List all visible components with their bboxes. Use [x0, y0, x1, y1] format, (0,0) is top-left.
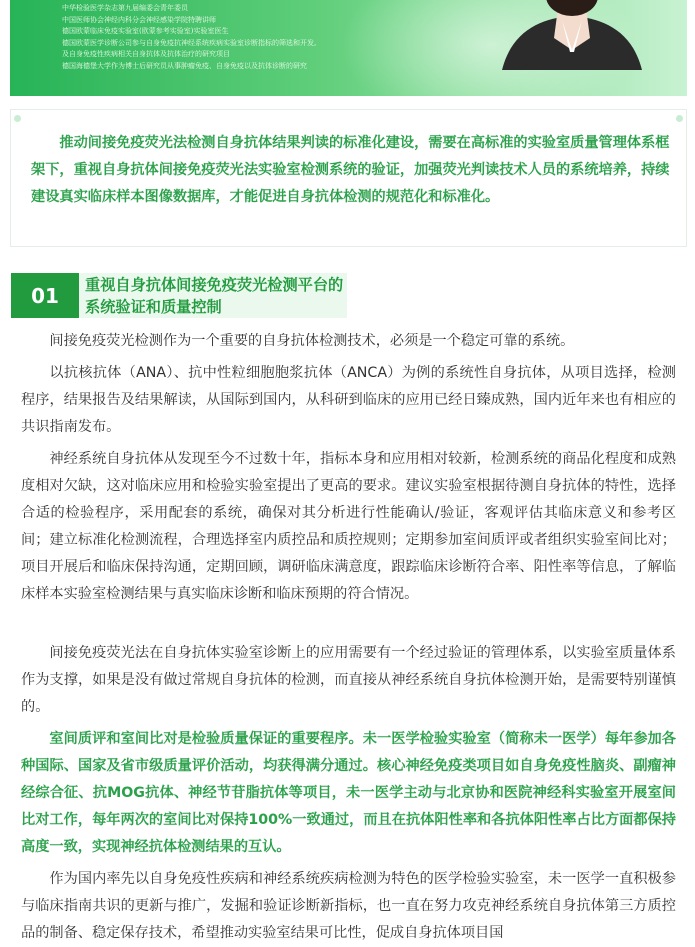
paragraph: 间接免疫荧光检测作为一个重要的自身抗体检测技术，必须是一个稳定可靠的系统。: [49, 333, 575, 349]
credential-line: 德国海德堡大学作为博士后研究员从事肿瘤免疫、自身免疫以及抗体诊断的研究: [62, 61, 307, 70]
credential-line: 及自身免疫性疾病相关自身抗体及抗体治疗的研究项目: [62, 50, 230, 59]
credential-line: 德国欧蒙医学诊断公司参与自身免疫抗神经系统疾病实验室诊断指标的筛选和开发,: [62, 38, 317, 47]
speaker-portrait: [462, 0, 682, 70]
highlighted-paragraph: 室间质评和室间比对是检验质量保证的重要程序。未一医学检验实验室（简称未一医学）每年参加各种国际、国家及省市级质量评价活动，均获得满分通过。核心神经免疫类项目如自身免疫性脑炎、副瘤神经综合征、抗MOG抗体、神经节苷脂抗体等项目，未一医学主动与北京协和医院神经科实验室开展室间比对工作，每年两次的室间比对保持100%一致通过，而且在抗体阳性率和各抗体阳性率占比方面都保持高度一致，实现神经抗体检测结果的互认。: [21, 731, 676, 855]
speaker-credentials: [62, 3, 422, 73]
key-quote-text: 推动间接免疫荧光法检测自身抗体结果判读的标准化建设，需要在高标准的实验室质量管理体系框架下，重视自身抗体间接免疫荧光法实验室检测系统的验证，加强荧光判读技术人员的系统培养，持续建设真实临床样本图像数据库，才能促进自身抗体检测的规范化和标准化。: [31, 135, 670, 205]
credential-line: 中国医师协会神经内科分会神经感染学院特聘讲师: [62, 15, 216, 24]
corner-dot: [676, 115, 683, 122]
corner-dot: [14, 115, 21, 122]
paragraph: 以抗核抗体（ANA）、抗中性粒细胞胞浆抗体（ANCA）为例的系统性自身抗体，从项目选择，检测程序，结果报告及结果解读，从国际到国内，从科研到临床的应用已经日臻成熟，国内近年来也有相应的共识指南发布。: [21, 365, 676, 435]
paragraph: 神经系统自身抗体从发现至今不过数十年，指标本身和应用相对较新，检测系统的商品化程度和成熟度相对欠缺，这对临床应用和检验实验室提出了更高的要求。建议实验室根据待测自身抗体的特性，选择合适的检验程序，采用配套的系统，确保对其分析进行性能确认/验证，客观评估其临床意义和参考区间；建立标准化检测流程，合理选择室内质控品和质控规则；定期参加室间质评或者组织实验室间比对；项目开展后和临床保持沟通，定期回顾，调研临床满意度，跟踪临床诊断符合率、阳性率等信息，了解临床样本实验室检测结果与真实临床诊断和临床预期的符合情况。: [21, 451, 676, 602]
credential-line: 中华检验医学杂志第九届编委会青年委员: [62, 4, 188, 12]
credential-line: 德国欧蒙临床免疫实验室(欧蒙参考实验室)实验室医生: [62, 27, 229, 36]
section-number: 01: [11, 273, 79, 318]
paragraph: 作为国内率先以自身免疫性疾病和神经系统疾病检测为特色的医学检验实验室，未一医学一直积极参与临床指南共识的更新与推广，发掘和验证诊断新指标，也一直在努力攻克神经系统自身抗体第三方质控品的制备、稳定保存技术，希望推动实验室结果可比性，促成自身抗体项目国: [21, 871, 676, 941]
key-quote-box: [10, 109, 687, 247]
section-title: 重视自身抗体间接免疫荧光检测平台的系统验证和质量控制: [85, 276, 344, 316]
speaker-banner: [10, 0, 687, 96]
paragraph: 间接免疫荧光法在自身抗体实验室诊断上的应用需要有一个经过验证的管理体系，以实验室质量体系作为支撑，如果是没有做过常规自身抗体的检测，而直接从神经系统自身抗体检测开始，是需要特别谨慎的。: [21, 645, 676, 715]
